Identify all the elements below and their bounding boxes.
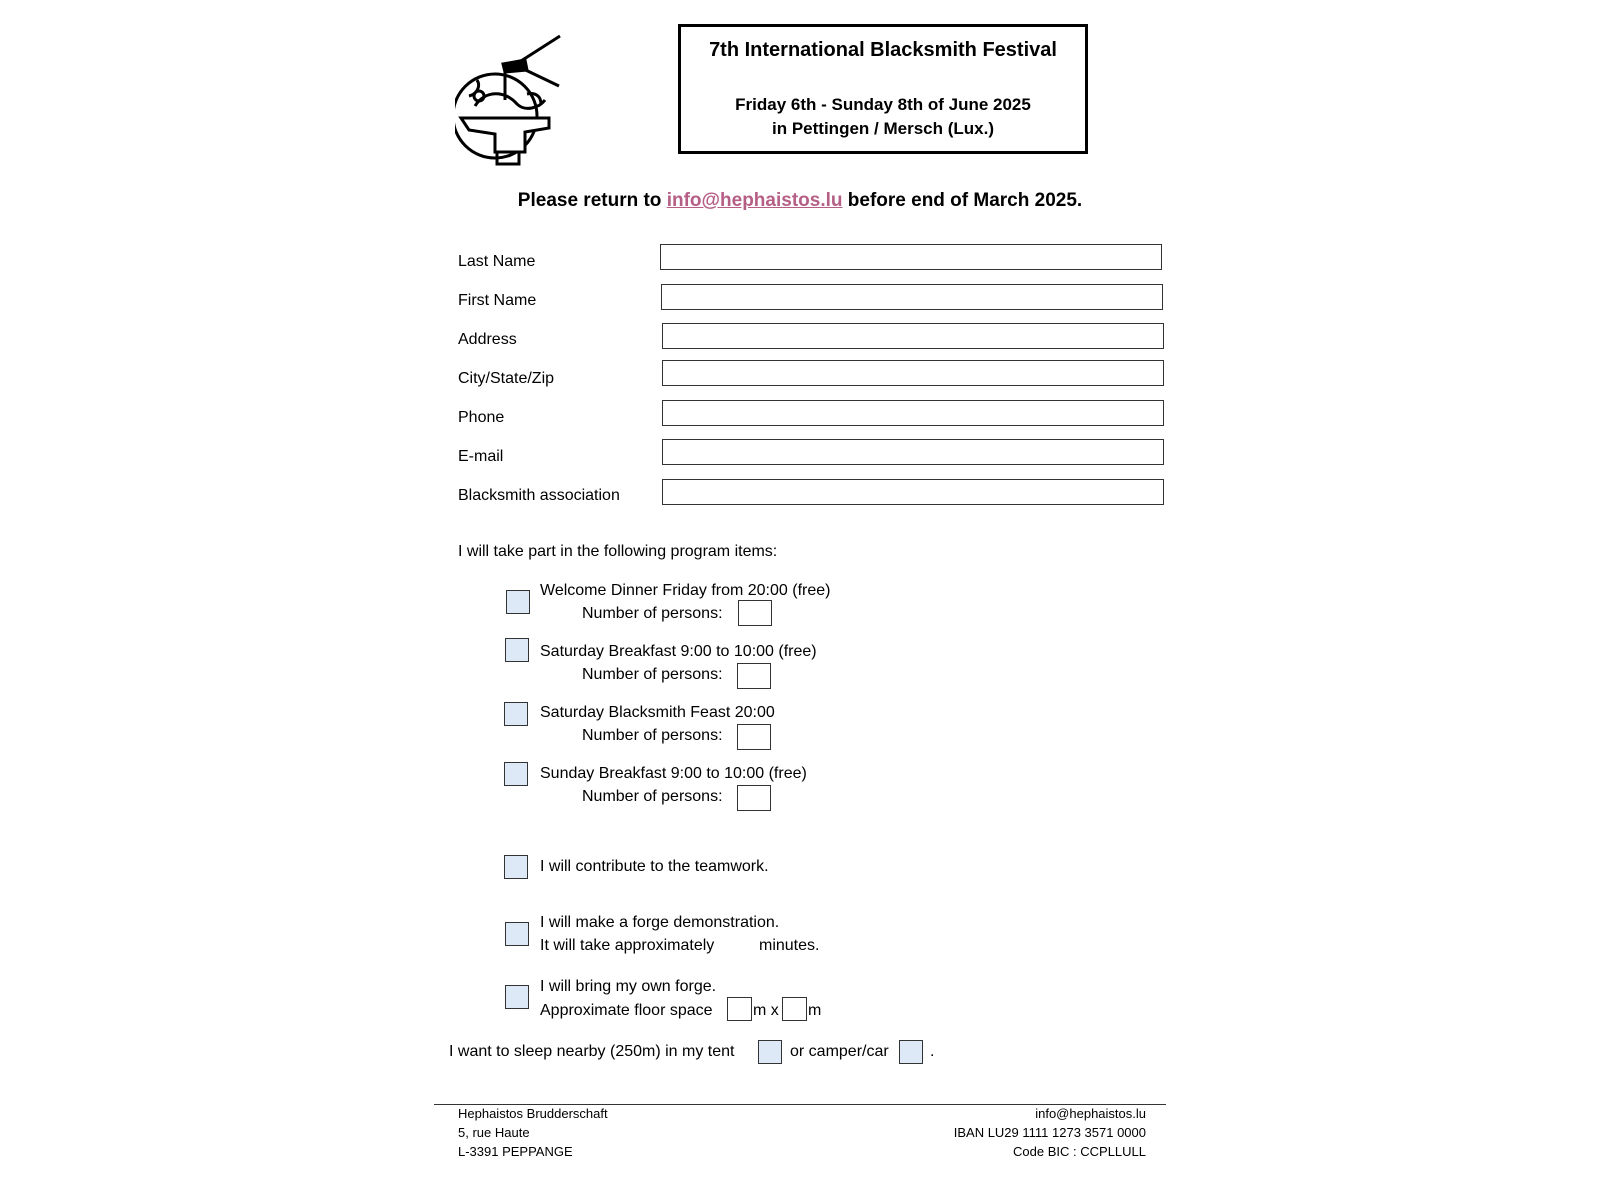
label-city-state-zip: City/State/Zip bbox=[458, 370, 555, 387]
footer-contact bbox=[954, 1104, 1146, 1161]
persons-input-blacksmith-feast[interactable] bbox=[737, 724, 771, 750]
footer-email[interactable]: info@hephaistos.lu bbox=[1035, 1106, 1146, 1121]
forge-demonstration-label: I will make a forge demonstration. bbox=[540, 914, 780, 931]
phone-field[interactable] bbox=[662, 400, 1164, 426]
program-intro: I will take part in the following program items: bbox=[458, 543, 778, 560]
demo-duration-suffix: minutes. bbox=[759, 937, 820, 954]
return-suffix: before end of March 2025. bbox=[847, 190, 1083, 211]
address-field[interactable] bbox=[662, 323, 1164, 349]
festival-dates-block bbox=[681, 93, 1085, 141]
first-name-field[interactable] bbox=[661, 284, 1163, 310]
item-saturday-breakfast-label: Saturday Breakfast 9:00 to 10:00 (free) bbox=[540, 643, 817, 660]
demo-duration-prefix: It will take approximately bbox=[540, 937, 715, 954]
checkbox-sunday-breakfast[interactable] bbox=[504, 762, 528, 786]
sleep-camper-label: or camper/car bbox=[790, 1043, 889, 1060]
email-field[interactable] bbox=[662, 439, 1164, 465]
floor-space-length-input[interactable] bbox=[727, 997, 752, 1021]
label-email: E-mail bbox=[458, 448, 504, 465]
checkbox-own-forge[interactable] bbox=[505, 985, 529, 1009]
floor-space-unit-1: m x bbox=[753, 1002, 779, 1019]
city-state-zip-field[interactable] bbox=[662, 360, 1164, 386]
footer-bic: Code BIC : CCPLLULL bbox=[1013, 1144, 1146, 1159]
last-name-field[interactable] bbox=[660, 244, 1162, 270]
checkbox-camper-car[interactable] bbox=[899, 1040, 923, 1064]
teamwork-label: I will contribute to the teamwork. bbox=[540, 858, 769, 875]
label-phone: Phone bbox=[458, 409, 505, 426]
persons-input-sunday-breakfast[interactable] bbox=[737, 785, 771, 811]
item-blacksmith-feast-label: Saturday Blacksmith Feast 20:00 bbox=[540, 704, 775, 721]
item-welcome-dinner-label: Welcome Dinner Friday from 20:00 (free) bbox=[540, 582, 831, 599]
label-first-name: First Name bbox=[458, 292, 537, 309]
checkbox-welcome-dinner[interactable] bbox=[506, 590, 530, 614]
floor-space-width-input[interactable] bbox=[782, 997, 807, 1021]
label-blacksmith-association: Blacksmith association bbox=[458, 487, 620, 504]
return-email-link[interactable]: info@hephaistos.lu bbox=[666, 190, 843, 211]
checkbox-teamwork[interactable] bbox=[504, 855, 528, 879]
blacksmith-association-field[interactable] bbox=[662, 479, 1164, 505]
checkbox-saturday-breakfast[interactable] bbox=[505, 638, 529, 662]
persons-label-3: Number of persons: bbox=[582, 727, 723, 744]
footer-address bbox=[458, 1104, 608, 1161]
checkbox-forge-demonstration[interactable] bbox=[505, 922, 529, 946]
persons-input-saturday-breakfast[interactable] bbox=[737, 663, 771, 689]
footer-org: Hephaistos Brudderschaft bbox=[458, 1106, 608, 1121]
floor-space-unit-2: m bbox=[808, 1002, 822, 1019]
festival-location: in Pettingen / Mersch (Lux.) bbox=[772, 119, 994, 138]
festival-dates: Friday 6th - Sunday 8th of June 2025 bbox=[735, 95, 1031, 114]
floor-space-label: Approximate floor space bbox=[540, 1002, 713, 1019]
festival-logo bbox=[455, 34, 573, 166]
return-instructions bbox=[0, 190, 1600, 212]
checkbox-tent[interactable] bbox=[758, 1040, 782, 1064]
footer-iban: IBAN LU29 1111 1273 3571 0000 bbox=[953, 1125, 1146, 1140]
title-box bbox=[678, 24, 1088, 154]
return-prefix: Please return to bbox=[517, 190, 662, 211]
sleep-label: I want to sleep nearby (250m) in my tent bbox=[449, 1043, 735, 1060]
label-address: Address bbox=[458, 331, 517, 348]
persons-label-1: Number of persons: bbox=[582, 605, 723, 622]
own-forge-label: I will bring my own forge. bbox=[540, 978, 717, 995]
footer-city: L-3391 PEPPANGE bbox=[458, 1144, 573, 1159]
item-sunday-breakfast-label: Sunday Breakfast 9:00 to 10:00 (free) bbox=[540, 765, 807, 782]
label-last-name: Last Name bbox=[458, 253, 536, 270]
persons-label-2: Number of persons: bbox=[582, 666, 723, 683]
persons-input-welcome-dinner[interactable] bbox=[738, 600, 772, 626]
sleep-period: . bbox=[930, 1043, 935, 1060]
footer-street: 5, rue Haute bbox=[458, 1125, 530, 1140]
checkbox-blacksmith-feast[interactable] bbox=[504, 702, 528, 726]
persons-label-4: Number of persons: bbox=[582, 788, 723, 805]
festival-title: 7th International Blacksmith Festival bbox=[709, 39, 1057, 61]
